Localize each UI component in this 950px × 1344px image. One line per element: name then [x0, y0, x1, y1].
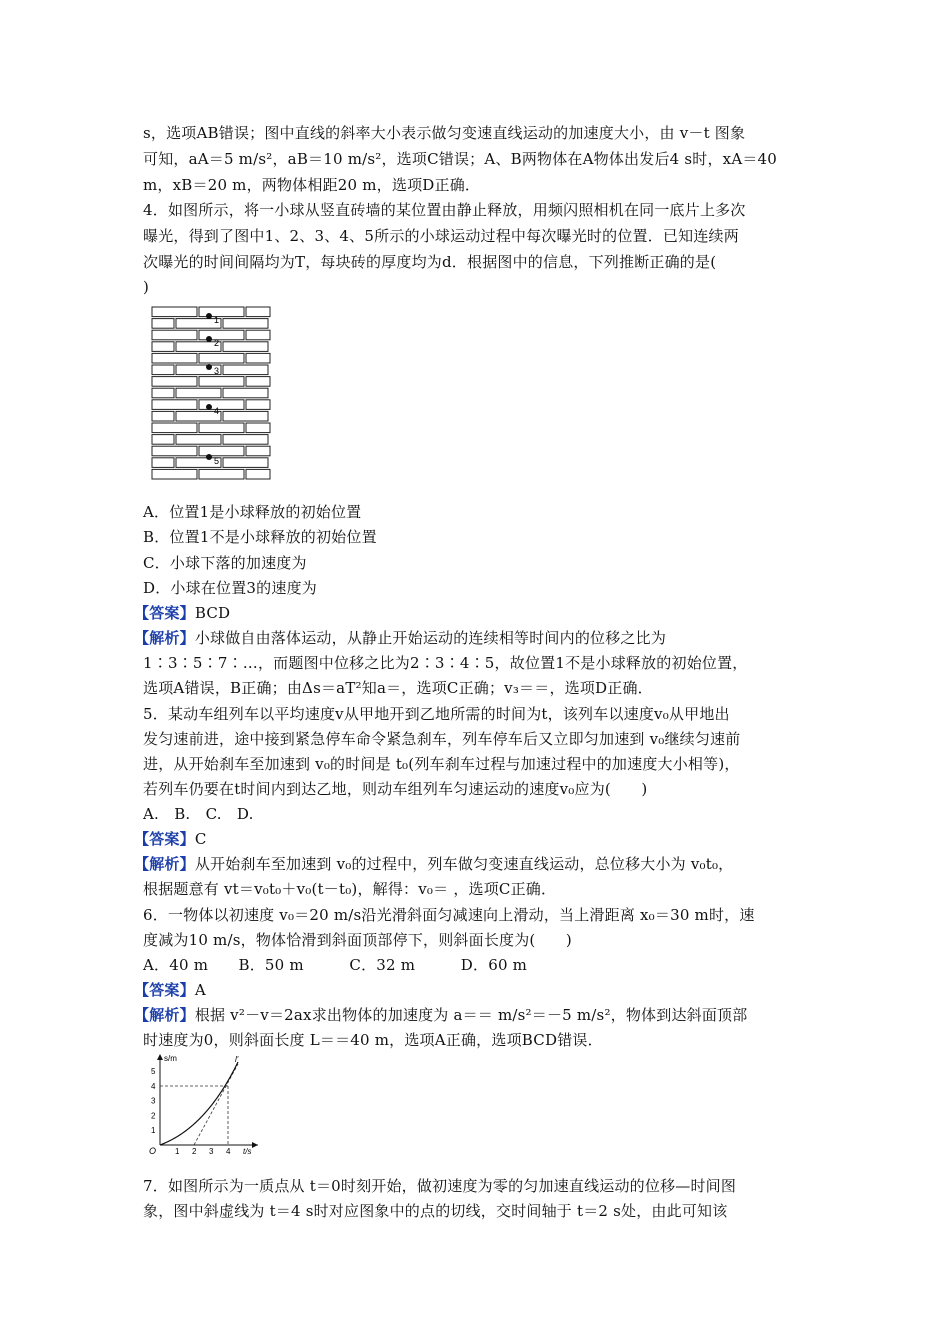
- answer-line: [134, 603, 802, 623]
- brick: [152, 377, 197, 387]
- answer-tag: 【答案】: [134, 604, 195, 622]
- x-tick-label: 4: [226, 1147, 231, 1156]
- question-6-line: 度减为10 m/s，物体恰滑到斜面顶部停下，则斜面长度为( ): [143, 931, 572, 949]
- brick: [152, 469, 197, 479]
- brick: [199, 446, 244, 456]
- brick: [176, 388, 221, 398]
- question-4-line: ): [143, 278, 150, 296]
- answer-value: C: [194, 830, 207, 848]
- analysis-line: [134, 1005, 802, 1025]
- brick: [199, 377, 244, 387]
- brick: [246, 377, 270, 387]
- y-tick-label: 5: [151, 1067, 156, 1076]
- ball-position-label: 1: [214, 315, 220, 325]
- question-5-line: 5．某动车组列车以平均速度v从甲地开到乙地所需的时间为t，该列车以速度v₀从甲地出: [143, 705, 730, 723]
- brick: [223, 411, 268, 421]
- brick: [152, 307, 197, 317]
- analysis-line: 时速度为0，则斜面长度 L＝＝40 m，选项A正确，选项BCD错误．: [143, 1031, 603, 1049]
- brick: [152, 330, 197, 340]
- x-tick-label: 3: [209, 1147, 214, 1156]
- analysis-text: 根据 v²－v＝2ax求出物体的加速度为 a＝＝ m/s²＝－5 m/s²，物体到达斜面顶部: [194, 1006, 748, 1024]
- ball-position: [206, 336, 212, 342]
- answer-line: [134, 829, 802, 849]
- brick: [199, 330, 244, 340]
- brick: [152, 365, 174, 375]
- question-4-line: 4．如图所示，将一小球从竖直砖墙的某位置由静止释放，用频闪照相机在同一底片上多次: [143, 201, 746, 219]
- answer-value: BCD: [194, 604, 231, 622]
- brick: [223, 342, 268, 352]
- ball-position-label: 2: [214, 338, 220, 348]
- question-6-options: A．40 m B．50 m C．32 m D．60 m: [143, 956, 528, 974]
- brick: [246, 307, 270, 317]
- displacement-curve: [160, 1062, 238, 1145]
- y-axis-arrow: [157, 1054, 163, 1060]
- question-6-line: 6．一物体以初速度 v₀＝20 m/s沿光滑斜面匀减速向上滑动，当上滑距离 x₀＝30 m时，速: [143, 906, 755, 924]
- analysis-line: 选项A错误，B正确；由Δs＝aT²知a＝，选项C正确；v₃＝＝，选项D正确．: [143, 679, 653, 697]
- brick: [246, 423, 270, 433]
- y-tick-label: 1: [151, 1126, 156, 1136]
- brick: [199, 353, 244, 363]
- option-d: D．小球在位置3的速度为: [143, 579, 317, 597]
- brick: [223, 388, 268, 398]
- text-line: s，选项AB错误；图中直线的斜率大小表示做匀变速直线运动的加速度大小，由 v－t 图象: [143, 124, 746, 142]
- option-a: A．位置1是小球释放的初始位置: [143, 503, 362, 521]
- analysis-line: 根据题意有 vt＝v₀t₀＋v₀(t－t₀)，解得：v₀＝ ，选项C正确．: [143, 880, 557, 898]
- y-tick-label: 4: [151, 1081, 156, 1091]
- option-b: B．位置1不是小球释放的初始位置: [143, 528, 377, 546]
- option-c: C．小球下落的加速度为: [143, 554, 307, 572]
- answer-tag: 【答案】: [134, 830, 195, 848]
- x-axis-arrow: [252, 1142, 258, 1148]
- question-5-line: 进，从开始刹车至加速到 v₀的时间是 t₀(列车刹车过程与加速过程中的加速度大小相等)，: [143, 755, 740, 773]
- y-tick-label: 3: [151, 1096, 156, 1106]
- brick: [176, 435, 221, 445]
- brick: [152, 458, 174, 468]
- analysis-text: 从开始刹车至加速到 v₀的过程中，列车做匀变速直线运动，总位移大小为 v₀t₀，: [194, 855, 734, 873]
- answer-value: A: [194, 981, 206, 999]
- brick: [223, 458, 268, 468]
- brick: [152, 400, 197, 410]
- ball-position-label: 3: [214, 366, 220, 376]
- analysis-text: 小球做自由落体运动，从静止开始运动的连续相等时间内的位移之比为: [194, 629, 667, 647]
- question-5-options: A. B. C. D.: [143, 805, 254, 823]
- brick: [223, 435, 268, 445]
- ball-position: [206, 454, 212, 460]
- brick: [152, 342, 174, 352]
- displacement-time-graph: [146, 1050, 262, 1156]
- brick: [199, 469, 244, 479]
- question-4-line: 次曝光的时间间隔均为T，每块砖的厚度均为d．根据图中的信息，下列推断正确的是(: [143, 253, 717, 271]
- brick: [223, 319, 268, 329]
- ball-position: [206, 313, 212, 319]
- question-5-line: 若列车仍要在t时间内到达乙地，则动车组列车匀速运动的速度v₀应为( ): [143, 780, 648, 798]
- answer-tag: 【答案】: [134, 981, 195, 999]
- ball-position: [206, 364, 212, 370]
- analysis-tag: 【解析】: [134, 1006, 195, 1024]
- brick: [246, 353, 270, 363]
- brick: [246, 330, 270, 340]
- text-line: m，xB＝20 m，两物体相距20 m，选项D正确．: [143, 176, 481, 194]
- x-tick-label: 2: [192, 1147, 197, 1156]
- analysis-line: [134, 628, 802, 648]
- brick: [246, 469, 270, 479]
- brick: [199, 307, 244, 317]
- curve-label: l': [235, 1055, 239, 1064]
- tangent-line: [194, 1064, 238, 1145]
- y-tick-label: 2: [151, 1111, 156, 1121]
- analysis-line: [134, 854, 802, 874]
- ball-position-label: 5: [214, 456, 220, 466]
- origin-label: O: [149, 1146, 157, 1156]
- answer-line: [134, 980, 802, 1000]
- analysis-line: 1∶3∶5∶7∶…，而题图中位移之比为2∶3∶4∶5，故位置1不是小球释放的初始位置，: [143, 654, 748, 672]
- analysis-tag: 【解析】: [134, 629, 195, 647]
- brick: [152, 411, 174, 421]
- brick: [152, 353, 197, 363]
- ball-position-label: 4: [214, 406, 220, 416]
- brick-wall-figure: [150, 304, 274, 490]
- ball-position: [206, 404, 212, 410]
- question-5-line: 发匀速前进，途中接到紧急停车命令紧急刹车，列车停车后又立即匀加速到 v₀继续匀速前: [143, 730, 741, 748]
- brick: [223, 365, 268, 375]
- x-tick-label: 1: [175, 1147, 180, 1156]
- brick: [152, 446, 197, 456]
- question-7-line: 象，图中斜虚线为 t＝4 s时对应图象中的点的切线，交时间轴于 t＝2 s处，由此可知该: [143, 1202, 728, 1220]
- brick: [152, 423, 197, 433]
- brick: [152, 319, 174, 329]
- brick: [152, 435, 174, 445]
- question-7-line: 7．如图所示为一质点从 t＝0时刻开始，做初速度为零的匀加速直线运动的位移—时间图: [143, 1177, 737, 1195]
- brick: [199, 423, 244, 433]
- analysis-tag: 【解析】: [134, 855, 195, 873]
- brick: [199, 400, 244, 410]
- y-axis-label: s/m: [164, 1054, 177, 1063]
- brick: [246, 400, 270, 410]
- question-4-line: 曝光，得到了图中1、2、3、4、5所示的小球运动过程中每次曝光时的位置．已知连续两: [143, 227, 739, 245]
- brick: [152, 388, 174, 398]
- brick: [246, 446, 270, 456]
- text-line: 可知，aA＝5 m/s²，aB＝10 m/s²，选项C错误；A、B两物体在A物体出发后4 s时，xA＝40: [143, 150, 778, 168]
- x-axis-label: t/s: [243, 1147, 252, 1156]
